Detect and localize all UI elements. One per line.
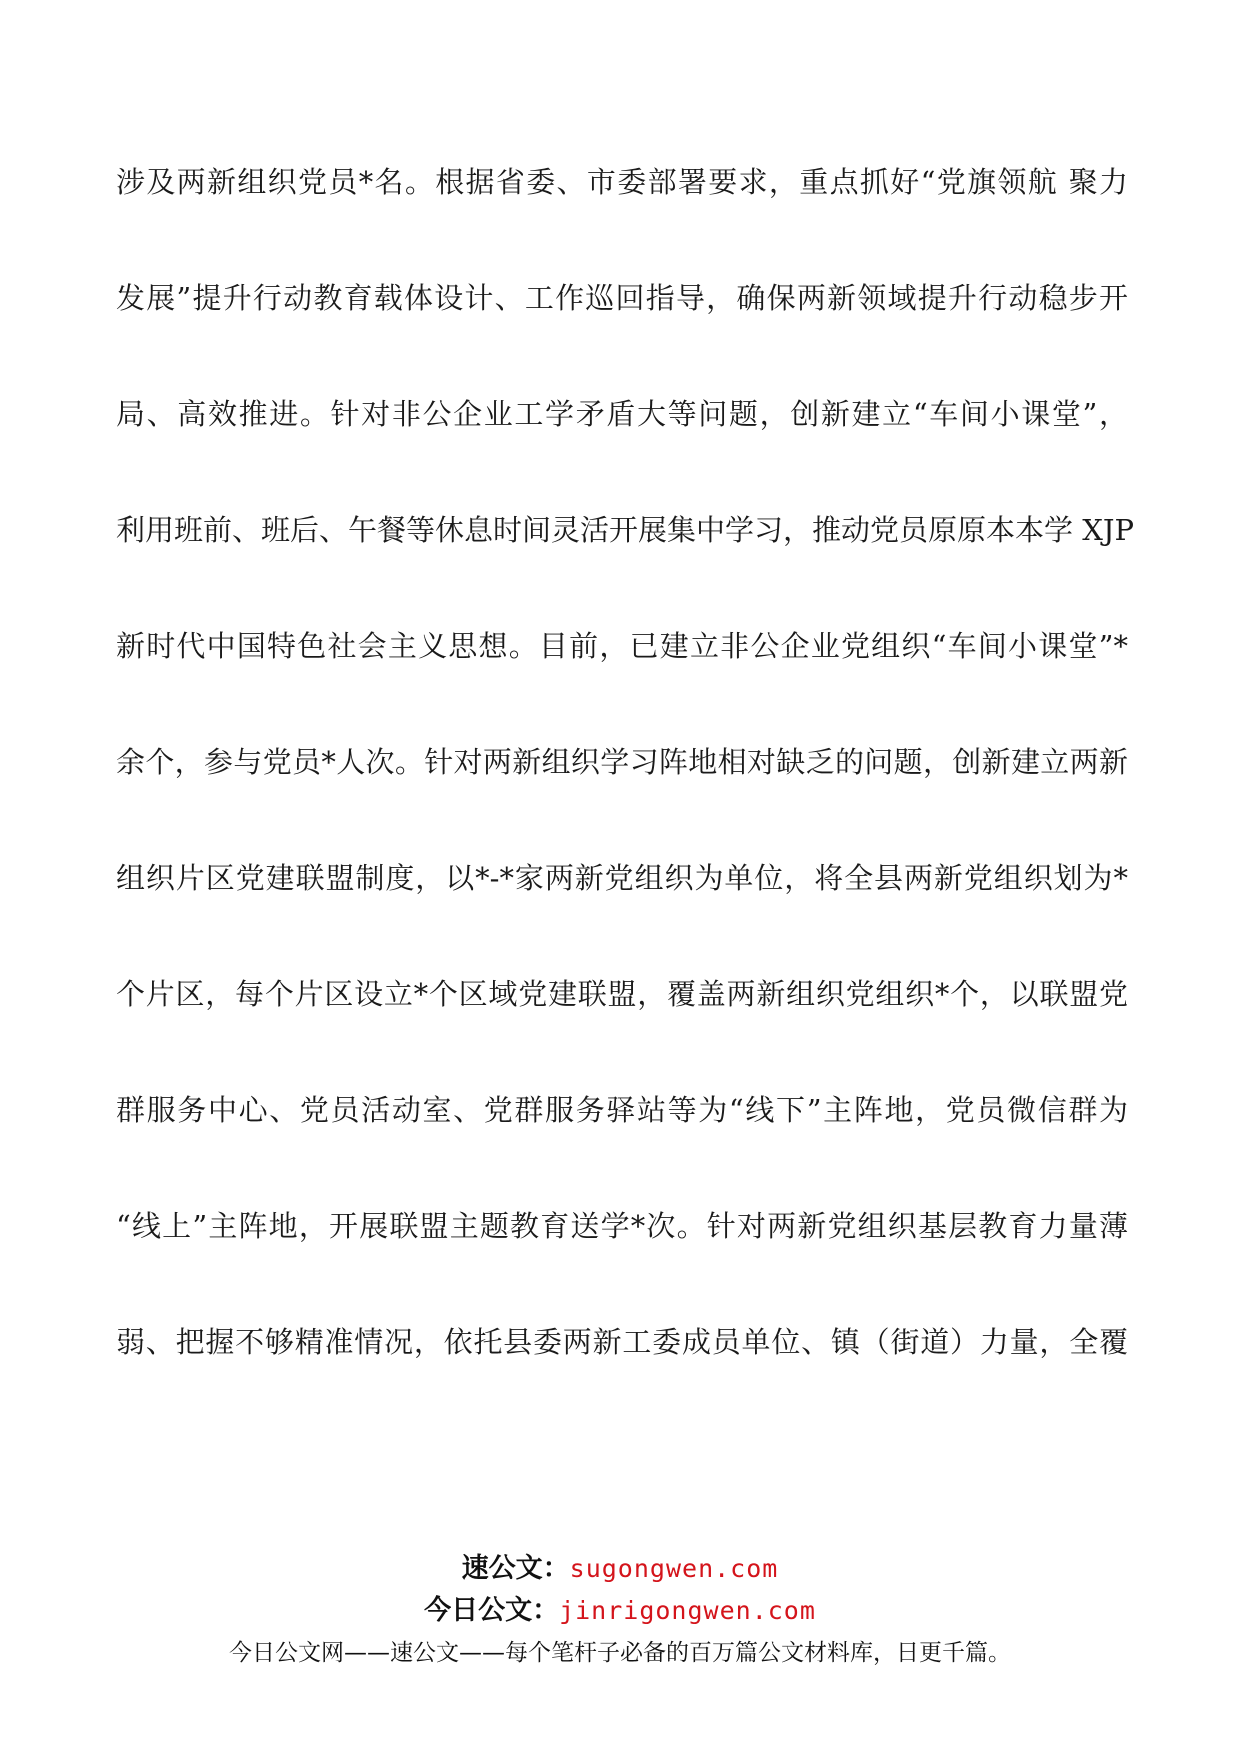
site-colon: ： <box>532 1595 560 1626</box>
body-text-line: 组织片区党建联盟制度，以*-*家两新党组织为单位，将全县两新党组织划为* <box>116 861 1128 895</box>
body-text-line: 弱、把握不够精准情况，依托县委两新工委成员单位、镇（街道）力量，全覆 <box>116 1325 1128 1359</box>
site-url-link[interactable]: sugongwen.com <box>569 1554 779 1583</box>
footer-tagline: 今日公文网——速公文——每个笔杆子必备的百万篇公文材料库，日更千篇。 <box>229 1640 1011 1666</box>
body-text-line: 个片区，每个片区设立*个区域党建联盟，覆盖两新组织党组织*个，以联盟党 <box>116 977 1128 1011</box>
body-text-line: “线上”主阵地，开展联盟主题教育送学*次。针对两新党组织基层教育力量薄 <box>116 1209 1128 1243</box>
body-text-line: 发展”提升行动教育载体设计、工作巡回指导，确保两新领域提升行动稳步开 <box>116 281 1128 315</box>
site-label: 速公文 <box>461 1553 543 1584</box>
site-colon: ： <box>542 1553 570 1584</box>
footer-site-jinrigongwen <box>0 1588 1240 1627</box>
body-text-line: 新时代中国特色社会主义思想。目前，已建立非公企业党组织“车间小课堂”* <box>116 629 1128 663</box>
body-text-line: 群服务中心、党员活动室、党群服务驿站等为“线下”主阵地，党员微信群为 <box>116 1093 1128 1127</box>
footer-site-sugongwen <box>0 1546 1240 1585</box>
site-url-link[interactable]: jinrigongwen.com <box>559 1596 816 1625</box>
body-text-line: 涉及两新组织党员*名。根据省委、市委部署要求，重点抓好“党旗领航 聚力 <box>116 165 1128 199</box>
body-text-line: 利用班前、班后、午餐等休息时间灵活开展集中学习，推动党员原原本本学 XJP <box>116 513 1135 547</box>
body-text-line: 余个，参与党员*人次。针对两新组织学习阵地相对缺乏的问题，创新建立两新 <box>116 745 1128 779</box>
body-text-line: 局、高效推进。针对非公企业工学矛盾大等问题，创新建立“车间小课堂”， <box>116 397 1128 431</box>
site-label: 今日公文 <box>424 1595 533 1626</box>
